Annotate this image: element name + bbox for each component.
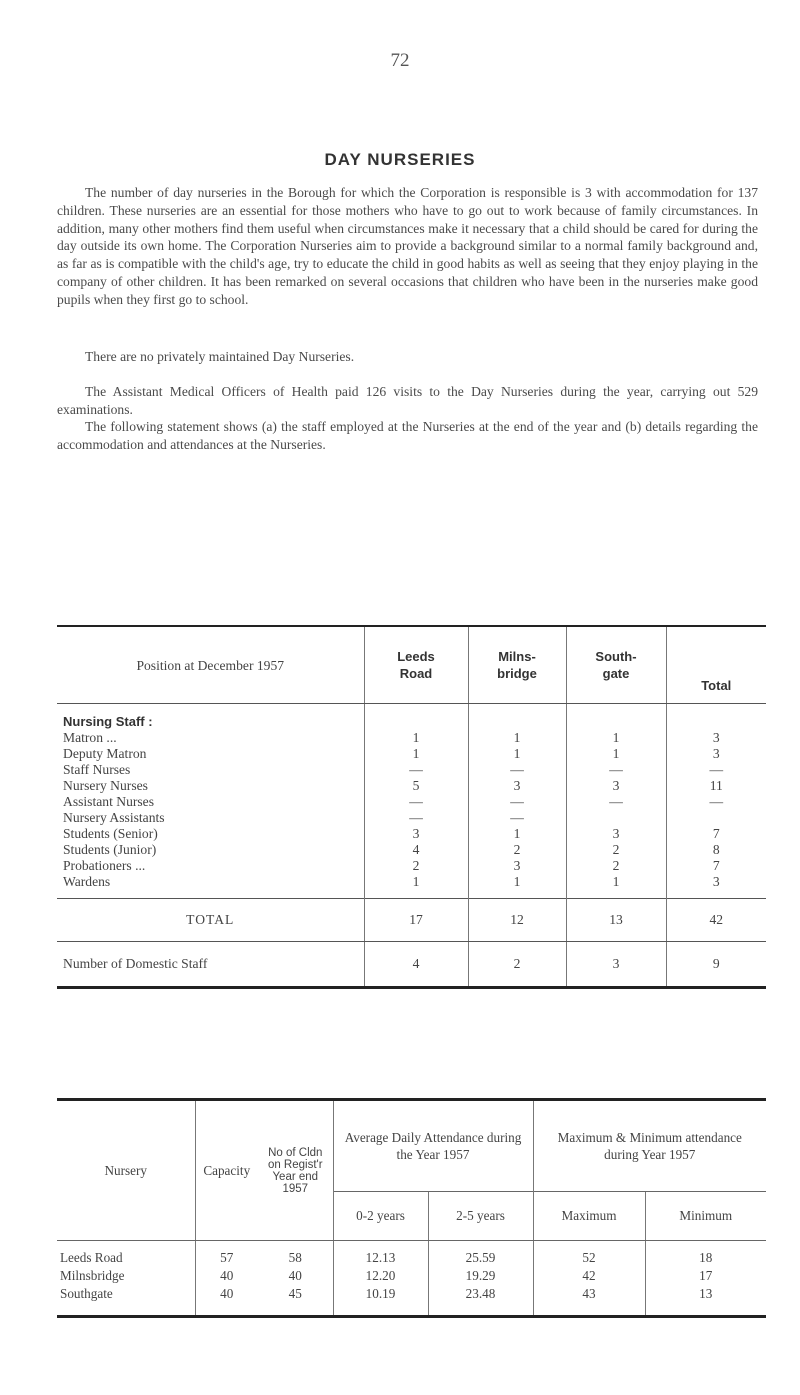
cell	[666, 810, 766, 826]
row-label: Deputy Matron	[63, 746, 147, 761]
cell: —	[566, 762, 666, 778]
header-southgate: South-gate	[566, 626, 666, 704]
header-leeds-road: Leeds Road	[364, 626, 468, 704]
group-label: Nursing Staff :	[63, 714, 153, 729]
paragraph-private: There are no privately maintained Day Nurseries.	[85, 349, 355, 364]
header-average-attendance: Average Daily Attendance during the Year 1957	[333, 1100, 533, 1192]
table-row	[57, 842, 766, 858]
header-minimum: Minimum	[645, 1192, 766, 1241]
row-label: Staff Nurses	[63, 762, 131, 777]
cell: 3	[666, 874, 766, 899]
nursery-name: Milnsbridge	[60, 1268, 125, 1283]
table-row	[57, 794, 766, 810]
cell: 2	[468, 842, 566, 858]
cell: 1	[364, 746, 468, 762]
nursery-table	[57, 1098, 766, 1318]
paragraph-intro: The number of day nurseries in the Borough for which the Corporation is responsible is 3 with accommodation for 137 children. These nurseries are an essential for those mothers who have to go out to work because of family circumstances. In addition, many other mothers find them useful when circumstances make it necessary that a child should be cared for during the day outside its own home. The Corporation Nurseries aim to provide a background similar to a normal family background and, as far as is compatible with the child's age, try to educate the child in good habits as well as seeing that they enjoy playing in the company of other children. It has been remarked on several occasions that children who have been in the nurseries make good pupils when they first go to school.	[57, 185, 758, 307]
paragraph-visits: The Assistant Medical Officers of Health paid 126 visits to the Day Nurseries during the year, carrying out 529 examinations.	[57, 384, 758, 417]
cell: 12.20	[333, 1267, 428, 1285]
table-row	[57, 810, 766, 826]
cell: 3	[364, 826, 468, 842]
domestic-staff-row	[57, 942, 766, 988]
paragraph-statement: The following statement shows (a) the staff employed at the Nurseries at the end of the year and (b) details regarding the accommodation and attendances at the Nurseries.	[57, 419, 758, 452]
row-label: Matron ...	[63, 730, 117, 745]
row-label: Assistant Nurses	[63, 794, 155, 809]
cell: 17	[364, 899, 468, 942]
cell: 40	[195, 1267, 258, 1285]
cell: 1	[468, 746, 566, 762]
cell: 1	[566, 730, 666, 746]
cell: 2	[468, 942, 566, 988]
cell: —	[364, 762, 468, 778]
cell: 40	[288, 1268, 302, 1283]
cell: 7	[666, 858, 766, 874]
table-row	[57, 746, 766, 762]
cell: 1	[566, 746, 666, 762]
cell: 23.48	[428, 1285, 533, 1317]
header-position: Position at December 1957	[57, 626, 364, 704]
cell: 2	[364, 858, 468, 874]
cell: —	[566, 794, 666, 810]
cell: 12	[468, 899, 566, 942]
page-number: 72	[390, 50, 410, 71]
header-age-0-2: 0-2 years	[333, 1192, 428, 1241]
cell: 42	[666, 899, 766, 942]
cell: 25.59	[428, 1241, 533, 1268]
cell: 1	[364, 874, 468, 899]
total-label: TOTAL	[57, 899, 364, 942]
table-row	[57, 762, 766, 778]
cell: 3	[666, 746, 766, 762]
cell: —	[468, 810, 566, 826]
table-row	[57, 826, 766, 842]
cell: 19.29	[428, 1267, 533, 1285]
header-age-2-5: 2-5 years	[428, 1192, 533, 1241]
cell: 1	[468, 874, 566, 899]
cell: 8	[666, 842, 766, 858]
header-max-min-attendance: Maximum & Minimum attendance during Year 1957	[533, 1100, 766, 1192]
cell: 7	[666, 826, 766, 842]
section-title: DAY NURSERIES	[324, 150, 476, 169]
total-row	[57, 899, 766, 942]
cell	[566, 810, 666, 826]
cell: —	[468, 762, 566, 778]
cell: 3	[566, 778, 666, 794]
header-maximum: Maximum	[533, 1192, 645, 1241]
cell: 45	[288, 1286, 302, 1301]
cell: 4	[364, 942, 468, 988]
row-label: Nursery Assistants	[63, 810, 165, 825]
cell: 2	[566, 858, 666, 874]
row-label: Wardens	[63, 874, 111, 889]
cell: 17	[645, 1267, 766, 1285]
header-nursery: Nursery	[57, 1100, 195, 1241]
cell: 43	[533, 1285, 645, 1317]
header-total: Total	[666, 626, 766, 704]
cell: —	[364, 794, 468, 810]
cell: —	[468, 794, 566, 810]
domestic-label: Number of Domestic Staff	[63, 956, 208, 971]
cell: 10.19	[333, 1285, 428, 1317]
cell: 3	[468, 858, 566, 874]
cell: 52	[533, 1241, 645, 1268]
table-row	[57, 730, 766, 746]
cell: 12.13	[333, 1241, 428, 1268]
cell: 3	[666, 730, 766, 746]
cell: 13	[566, 899, 666, 942]
header-on-register: No of Cldn on Regist'r Year end 1957	[258, 1100, 333, 1241]
cell: 58	[288, 1250, 302, 1265]
cell: 42	[533, 1267, 645, 1285]
cell: 18	[645, 1241, 766, 1268]
table-row	[57, 1267, 766, 1285]
row-label: Probationers ...	[63, 858, 146, 873]
cell: 1	[364, 730, 468, 746]
cell: —	[666, 762, 766, 778]
staff-table	[57, 625, 766, 989]
row-label: Students (Junior)	[63, 842, 157, 857]
cell: —	[666, 794, 766, 810]
cell: —	[364, 810, 468, 826]
cell: 40	[195, 1285, 258, 1317]
cell: 3	[566, 826, 666, 842]
group-row	[57, 704, 766, 731]
staff-table-header	[57, 626, 766, 704]
cell: 1	[468, 826, 566, 842]
cell: 2	[566, 842, 666, 858]
row-label: Nursery Nurses	[63, 778, 148, 793]
table-row	[57, 858, 766, 874]
table-row	[57, 778, 766, 794]
nursery-name: Southgate	[60, 1286, 113, 1301]
cell: 57	[195, 1241, 258, 1268]
cell: 9	[666, 942, 766, 988]
cell: 1	[468, 730, 566, 746]
cell: 5	[364, 778, 468, 794]
header-milnsbridge: Milns-bridge	[468, 626, 566, 704]
table-row	[57, 1241, 766, 1268]
header-capacity: Capacity	[195, 1100, 258, 1241]
table-row	[57, 874, 766, 899]
cell: 4	[364, 842, 468, 858]
cell: 11	[666, 778, 766, 794]
cell: 3	[566, 942, 666, 988]
cell: 13	[645, 1285, 766, 1317]
cell: 3	[468, 778, 566, 794]
nursery-name: Leeds Road	[60, 1250, 123, 1265]
cell: 1	[566, 874, 666, 899]
table-row	[57, 1285, 766, 1317]
row-label: Students (Senior)	[63, 826, 158, 841]
